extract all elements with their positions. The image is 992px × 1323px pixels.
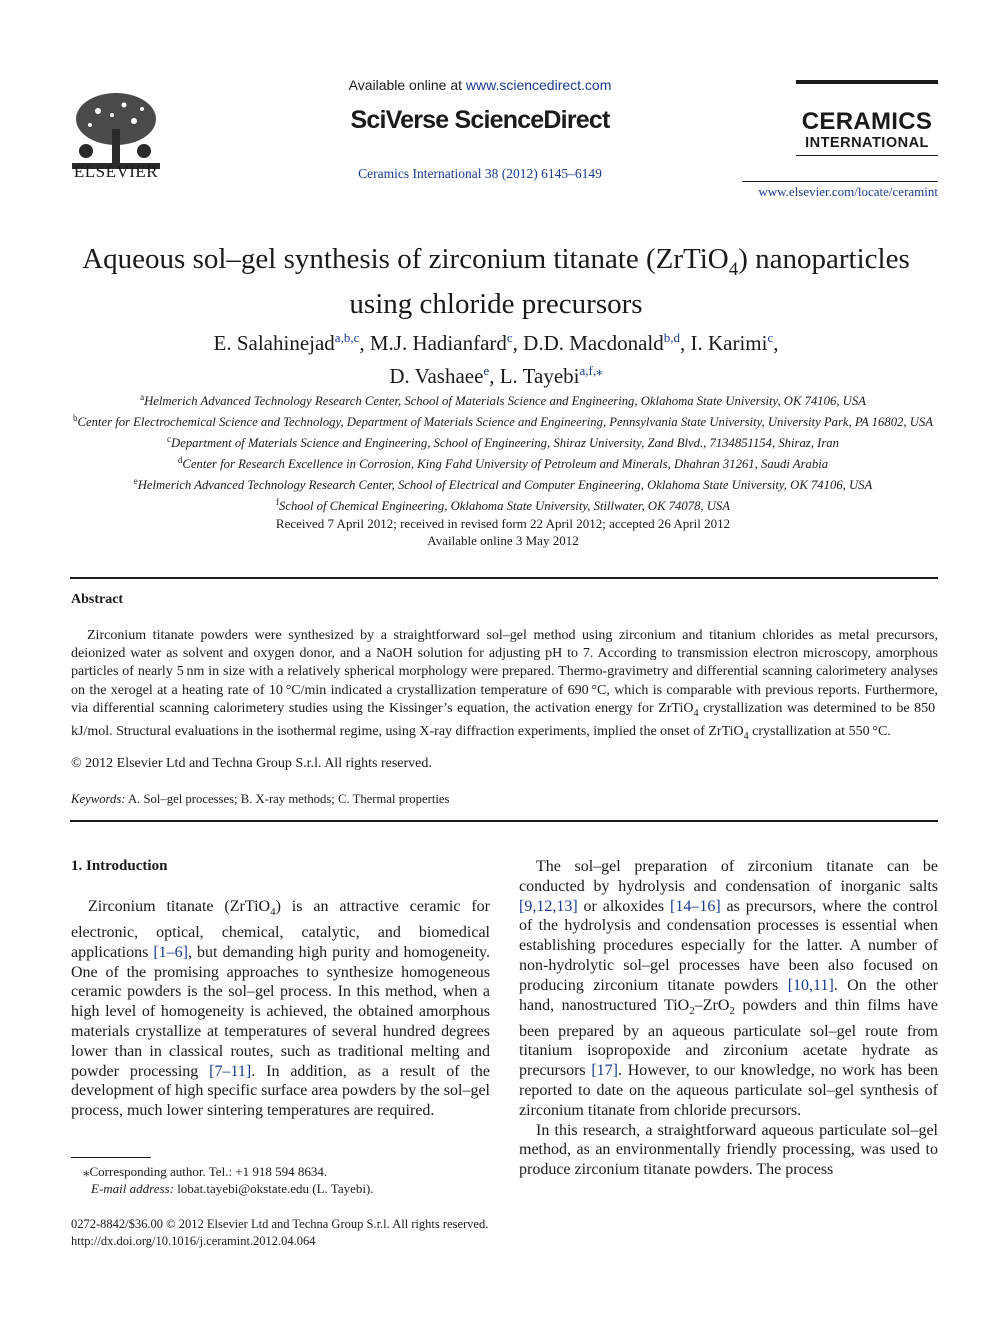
paragraph: In this research, a straightforward aqueous particulate sol–gel method, as an environmentally friendly processing, was used to produce zirconium titanate powders. The process — [519, 1121, 938, 1179]
author-affiliation-mark[interactable]: e — [483, 363, 490, 378]
author: I. Karimi — [690, 331, 768, 355]
author: L. Tayebi — [499, 364, 580, 388]
article-title: Aqueous sol–gel synthesis of zirconium titanate (ZrTiO$_4$) nanoparticles using chloride precursors — [82, 243, 910, 320]
author-affiliation-mark[interactable]: a,b,c — [334, 330, 360, 345]
citation-link[interactable]: [7–11] — [209, 1062, 252, 1080]
journal-url-rule — [742, 181, 938, 182]
author: M.J. Hadianfard — [369, 331, 507, 355]
journal-logo-bar-bottom — [796, 155, 938, 156]
citation-link[interactable]: [10,11] — [787, 976, 834, 994]
citation-link[interactable]: [17] — [591, 1062, 618, 1080]
affiliation: $^f$School of Chemical Engineering, Oklahoma State University, Stillwater, OK 74078, USA — [275, 496, 731, 513]
citation-link[interactable]: [1–6] — [153, 943, 188, 961]
citation-link[interactable]: [14–16] — [669, 897, 721, 915]
affiliation: $^a$Helmerich Advanced Technology Research Center, School of Materials Science and Engineering, Oklahoma State University, OK 74106, USA — [140, 392, 866, 409]
section-heading-introduction: 1. Introduction — [71, 858, 168, 874]
abstract-text: Zirconium titanate powders were synthesized by a straightforward sol–gel method using zirconium and titanium chlorides as metal precursors, deionized water as solvent and oxygen donor, and a NaOH solution for adjusting pH to 7. According to transmission electron microscopy, amorphous particles of nearly 5 nm in size with a relatively spherical morphology were prepared. Thermo-gravimetry and differential scanning calorimetery analyses on the xerogel at a heating rate of 10 °C/min indicated a crystallization temperature of 690 °C, which is comparable with previous reports. Furthermore, via differential scanning calorimetery studies using the Kissinger’s equation, the activation energy for ZrTiO$_4$ crystallization was determined to be 850 kJ/mol. Structural evaluations in the isothermal regime, using X-ray diffraction experiments, implied the onset of ZrTiO$_4$ crystallization at 550 °C. — [71, 628, 938, 742]
paragraph: The sol–gel preparation of zirconium titanate can be conducted by hydrolysis and condensation of inorganic salts [9,12,13] or alkoxides [14–16] as precursors, where the control of the hydrolysis and condensation processes is essential when establishing procedures especially for the latter. A number of non-hydrolytic sol–gel processes have been also focused on producing zirconium titanate powders [10,11]. On the other hand, nanostructured TiO$_2$–ZrO$_2$ powders and thin films have been prepared by an aqueous particulate sol–gel route from titanium isopropoxide and zirconium acetate hydrate as precursors [17]. However, to our knowledge, no work has been reported to date on the aqueous particulate sol–gel synthesis of zirconium titanate from chloride precursors. — [519, 858, 939, 1119]
author-affiliation-mark[interactable]: c — [767, 330, 774, 345]
received-dates: Received 7 April 2012; received in revised form 22 April 2012; accepted 26 April 2012 — [275, 516, 731, 531]
doi-link[interactable]: http://dx.doi.org/10.1016/j.ceramint.2012.04.064 — [71, 1234, 316, 1248]
platform-name: SciVerse ScienceDirect — [350, 106, 610, 134]
author: E. Salahinejad — [213, 331, 335, 355]
author-affiliation-mark[interactable]: a,f,⁎ — [579, 363, 603, 378]
affiliation: $^c$Department of Materials Science and Engineering, School of Engineering, Shiraz University, Zand Blvd., 7134851154, Shiraz, Iran — [167, 433, 839, 451]
author: D. Vashaee — [389, 364, 484, 388]
bottom-info — [71, 1216, 488, 1250]
affiliation: $^e$Helmerich Advanced Technology Research Center, School of Electrical and Computer Engineering, Oklahoma State University, OK 74106, USA — [133, 475, 873, 492]
affiliations — [68, 389, 938, 515]
keywords: Keywords: A. Sol–gel processes; B. X-ray methods; C. Thermal properties — [71, 792, 450, 806]
journal-reference[interactable]: Ceramics International 38 (2012) 6145–6149 — [358, 166, 602, 181]
intro-left-column — [71, 897, 490, 1121]
online-date: Available online 3 May 2012 — [427, 533, 579, 548]
intro-right-column — [519, 857, 938, 1180]
email-address[interactable]: lobat.tayebi@okstate.edu (L. Tayebi). — [173, 1181, 374, 1196]
abstract-top-rule — [70, 577, 938, 579]
sciencedirect-link[interactable]: www.sciencedirect.com — [465, 77, 612, 93]
email-note: E-mail address: lobat.tayebi@okstate.edu (L. Tayebi). — [91, 1181, 374, 1196]
footnote-rule — [71, 1157, 151, 1158]
author-affiliation-mark[interactable]: b,d — [663, 330, 680, 345]
corresponding-author-note: ⁎Corresponding author. Tel.: +1 918 594 8634. — [83, 1164, 328, 1179]
publisher-name: ELSEVIER — [73, 162, 159, 181]
author-list: E. Salahinejad$^{a,b,c}$, M.J. Hadianfard$^c$, D.D. Macdonald$^{b,d}$, I. Karimi$^c$, D. Vashaee$^e$, L. Tayebi$^{a,f,⁎}$ — [213, 330, 779, 388]
journal-url-link[interactable]: www.elsevier.com/locate/ceramint — [758, 184, 938, 199]
affiliation: $^d$Center for Research Excellence in Corrosion, King Fahd University of Petroleum and Minerals, Dhahran 31261, Saudi Arabia — [177, 454, 829, 472]
author-affiliation-mark[interactable]: c — [506, 330, 513, 345]
article-dates — [68, 515, 938, 549]
keywords-bottom-rule — [70, 820, 938, 822]
abstract-heading: Abstract — [71, 592, 124, 607]
journal-logo-bar-top — [796, 80, 938, 84]
journal-logo-subtitle: INTERNATIONAL — [805, 135, 929, 151]
issn-line: 0272-8842/$36.00 © 2012 Elsevier Ltd and Techna Group S.r.l. All rights reserved. — [71, 1217, 489, 1231]
author: D.D. Macdonald — [523, 331, 664, 355]
available-online: Available online at www.sciencedirect.com — [348, 77, 612, 93]
affiliation: $^b$Center for Electrochemical Science and Technology, Department of Materials Science and Engineering, Pennsylvania State University, University Park, PA 16802, USA — [72, 412, 933, 430]
journal-logo-title: CERAMICS — [801, 108, 933, 135]
abstract-copyright: © 2012 Elsevier Ltd and Techna Group S.r.l. All rights reserved. — [71, 756, 432, 771]
paragraph: Zirconium titanate (ZrTiO$_4$) is an attractive ceramic for electronic, optical, chemical, catalytic, and biomedical applications [1–6], but demanding high purity and homogeneity. One of the promising approaches to synthesize homogeneous ceramic powders is the sol–gel process. In this method, when a high level of homogeneity is achieved, the obtained amorphous materials crystallize at temperatures of several hundred degrees lower than in classical routes, such as traditional melting and powder processing [7–11]. In addition, as a result of the development of high specific surface area powders by the sol–gel process, much lower sintering temperatures are required. — [71, 898, 490, 1120]
citation-link[interactable]: [9,12,13] — [519, 897, 578, 915]
